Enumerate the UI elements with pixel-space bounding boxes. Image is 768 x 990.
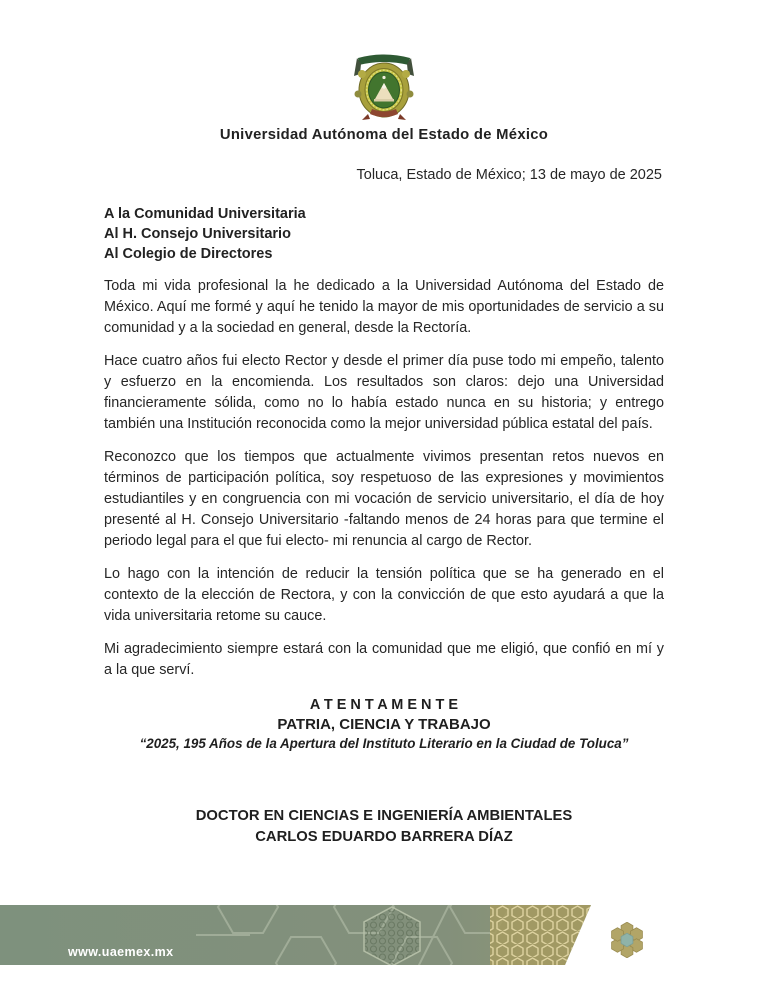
body-paragraph: Hace cuatro años fui electo Rector y desde el primer día puse todo mi empeño, talento y esfuerzo en la encomienda. Los resultados son claros: dejo una Universidad financieramente sólida, como no lo había estado nunca en su historia; y entrego también una Institución reconocida como la mejor universidad pública estatal del país. xyxy=(104,353,664,432)
recipients-block xyxy=(104,204,306,264)
signer-name: CARLOS EDUARDO BARRERA DÍAZ xyxy=(255,829,513,845)
dateline: Toluca, Estado de México; 13 de mayo de 2025 xyxy=(356,167,662,183)
recipient-line: A la Comunidad Universitaria xyxy=(104,206,306,222)
university-name: Universidad Autónoma del Estado de México xyxy=(219,127,549,143)
body-paragraph: Lo hago con la intención de reducir la tensión política que se ha generado en el contexto de la elección de Rectora, y con la convicción de que esto ayudará a que la vida universitaria retome su cauce. xyxy=(104,566,664,624)
closing-atentamente: A T E N T A M E N T E xyxy=(309,697,459,713)
website-text: www.uaemex.mx xyxy=(68,945,174,959)
body-paragraph: Toda mi vida profesional la he dedicado a la Universidad Autónoma del Estado de México. Aquí me formé y aquí he tenido la mayor de mis oportunidades de servicio a su comunidad y a la sociedad en general, desde la Rectoría. xyxy=(104,278,664,336)
closing-year-legend: “2025, 195 Años de la Apertura del Instituto Literario en la Ciudad de Toluca” xyxy=(139,736,629,751)
signer-degree: DOCTOR EN CIENCIAS E INGENIERÍA AMBIENTALES xyxy=(195,808,573,824)
body-paragraph: Mi agradecimiento siempre estará con la comunidad que me eligió, que confió en mí y a la que serví. xyxy=(104,641,664,678)
hexagon-flower-icon xyxy=(610,922,644,958)
closing-block xyxy=(0,697,768,751)
recipient-line: Al Colegio de Directores xyxy=(104,246,273,262)
university-crest-icon xyxy=(344,54,424,122)
letter-body xyxy=(104,276,664,693)
signature-block xyxy=(0,806,768,848)
closing-motto: PATRIA, CIENCIA Y TRABAJO xyxy=(277,716,491,733)
body-paragraph: Reconozco que los tiempos que actualmente vivimos presentan retos nuevos en términos de participación política, soy respetuoso de las expresiones y movimientos estudiantiles y en congruencia con mi vocación de servicio universitario, el día de hoy presenté al H. Consejo Universitario -faltando menos de 24 horas para que termine el periodo legal para el que fui electo- mi renuncia al cargo de Rector. xyxy=(104,449,664,549)
recipient-line: Al H. Consejo Universitario xyxy=(104,226,291,242)
